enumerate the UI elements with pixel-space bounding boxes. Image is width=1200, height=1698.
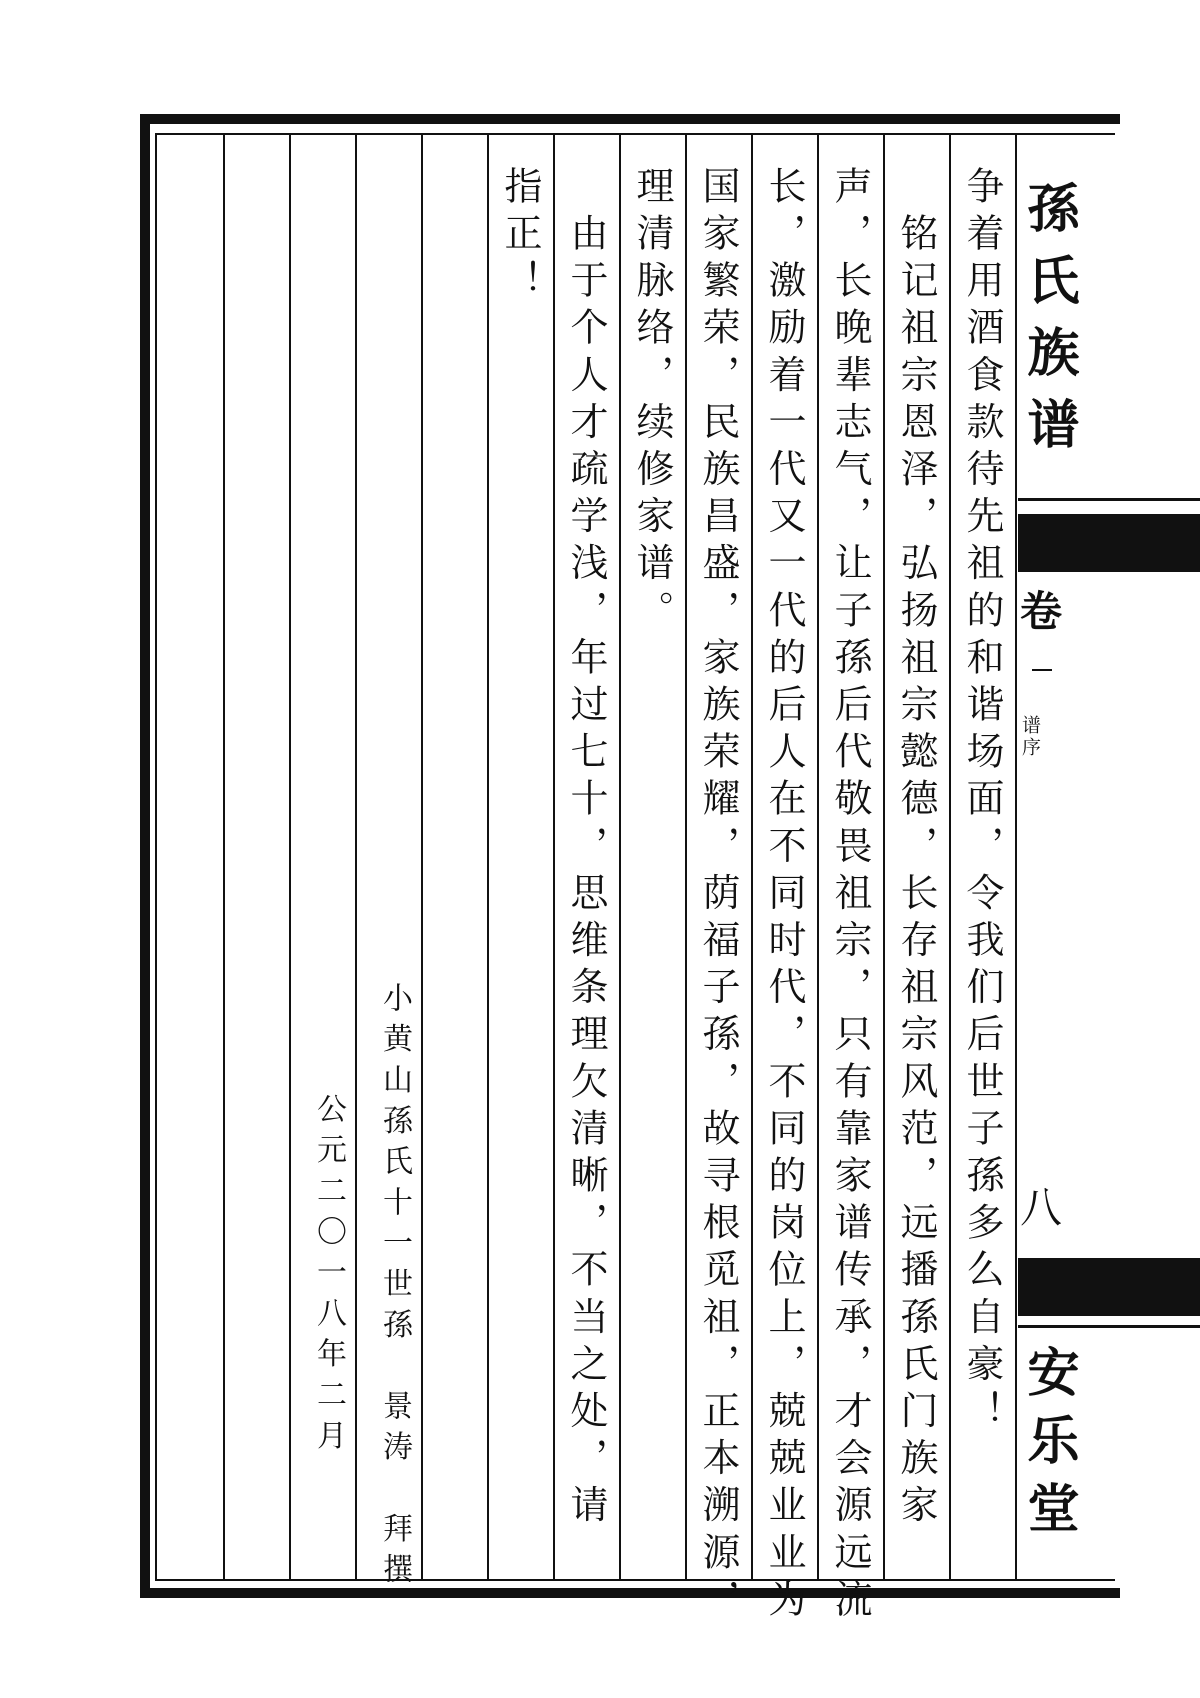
- page-number: 八: [1020, 1183, 1063, 1232]
- band-line: [1018, 498, 1200, 501]
- column-rule: [685, 135, 687, 1579]
- column-rule: [619, 135, 621, 1579]
- column-rule: [223, 135, 225, 1579]
- juan-label: 卷: [1020, 587, 1063, 636]
- column-rule: [421, 135, 423, 1579]
- text-column-7: 由于个人才疏学浅，年过七十，思维条理欠清晰，不当之处，请: [564, 166, 608, 1532]
- text-column-5: 国家繁荣，民族昌盛，家族荣耀，荫福子孫，故寻根觅祖，正本溯源，: [696, 166, 740, 1627]
- hall-name: 安乐堂: [1018, 1345, 1078, 1549]
- signature-date: 公元二〇一八年二月: [311, 1093, 346, 1461]
- title-black-band: [1018, 514, 1200, 572]
- column-rule: [289, 135, 291, 1579]
- column-rule: [817, 135, 819, 1579]
- column-rule: [751, 135, 753, 1579]
- column-rule: [883, 135, 885, 1579]
- text-column-4: 长，激励着一代又一代的后人在不同时代，不同的岗位上，兢兢业业为: [762, 166, 806, 1627]
- band-line: [1018, 1325, 1200, 1328]
- signature-author: 小黄山孫氏十一世孫 景涛 拜撰: [377, 982, 412, 1594]
- column-rule: [949, 135, 951, 1579]
- column-rule: [487, 135, 489, 1579]
- text-column-2: 铭记祖宗恩泽，弘扬祖宗懿德，长存祖宗风范，远播孫氏门族家: [894, 166, 938, 1532]
- book-title: 孫氏族谱: [1018, 181, 1078, 469]
- text-column-3: 声，长晚辈志气，让子孫后代敬畏祖宗，只有靠家谱传承，才会源远流: [828, 166, 872, 1627]
- column-rule: [1015, 135, 1017, 1579]
- column-rule: [355, 135, 357, 1579]
- text-column-6: 理清脉络，续修家谱。: [630, 166, 674, 637]
- column-rule: [553, 135, 555, 1579]
- juan-number-dash: [1032, 669, 1052, 671]
- bottom-black-band: [1018, 1258, 1200, 1316]
- section-label: 谱序: [1019, 715, 1041, 759]
- text-column-8: 指正！: [498, 166, 542, 308]
- text-column-1: 争着用酒食款待先祖的和谐场面，令我们后世子孫多么自豪！: [960, 166, 1004, 1438]
- title-strip: [1018, 133, 1200, 1581]
